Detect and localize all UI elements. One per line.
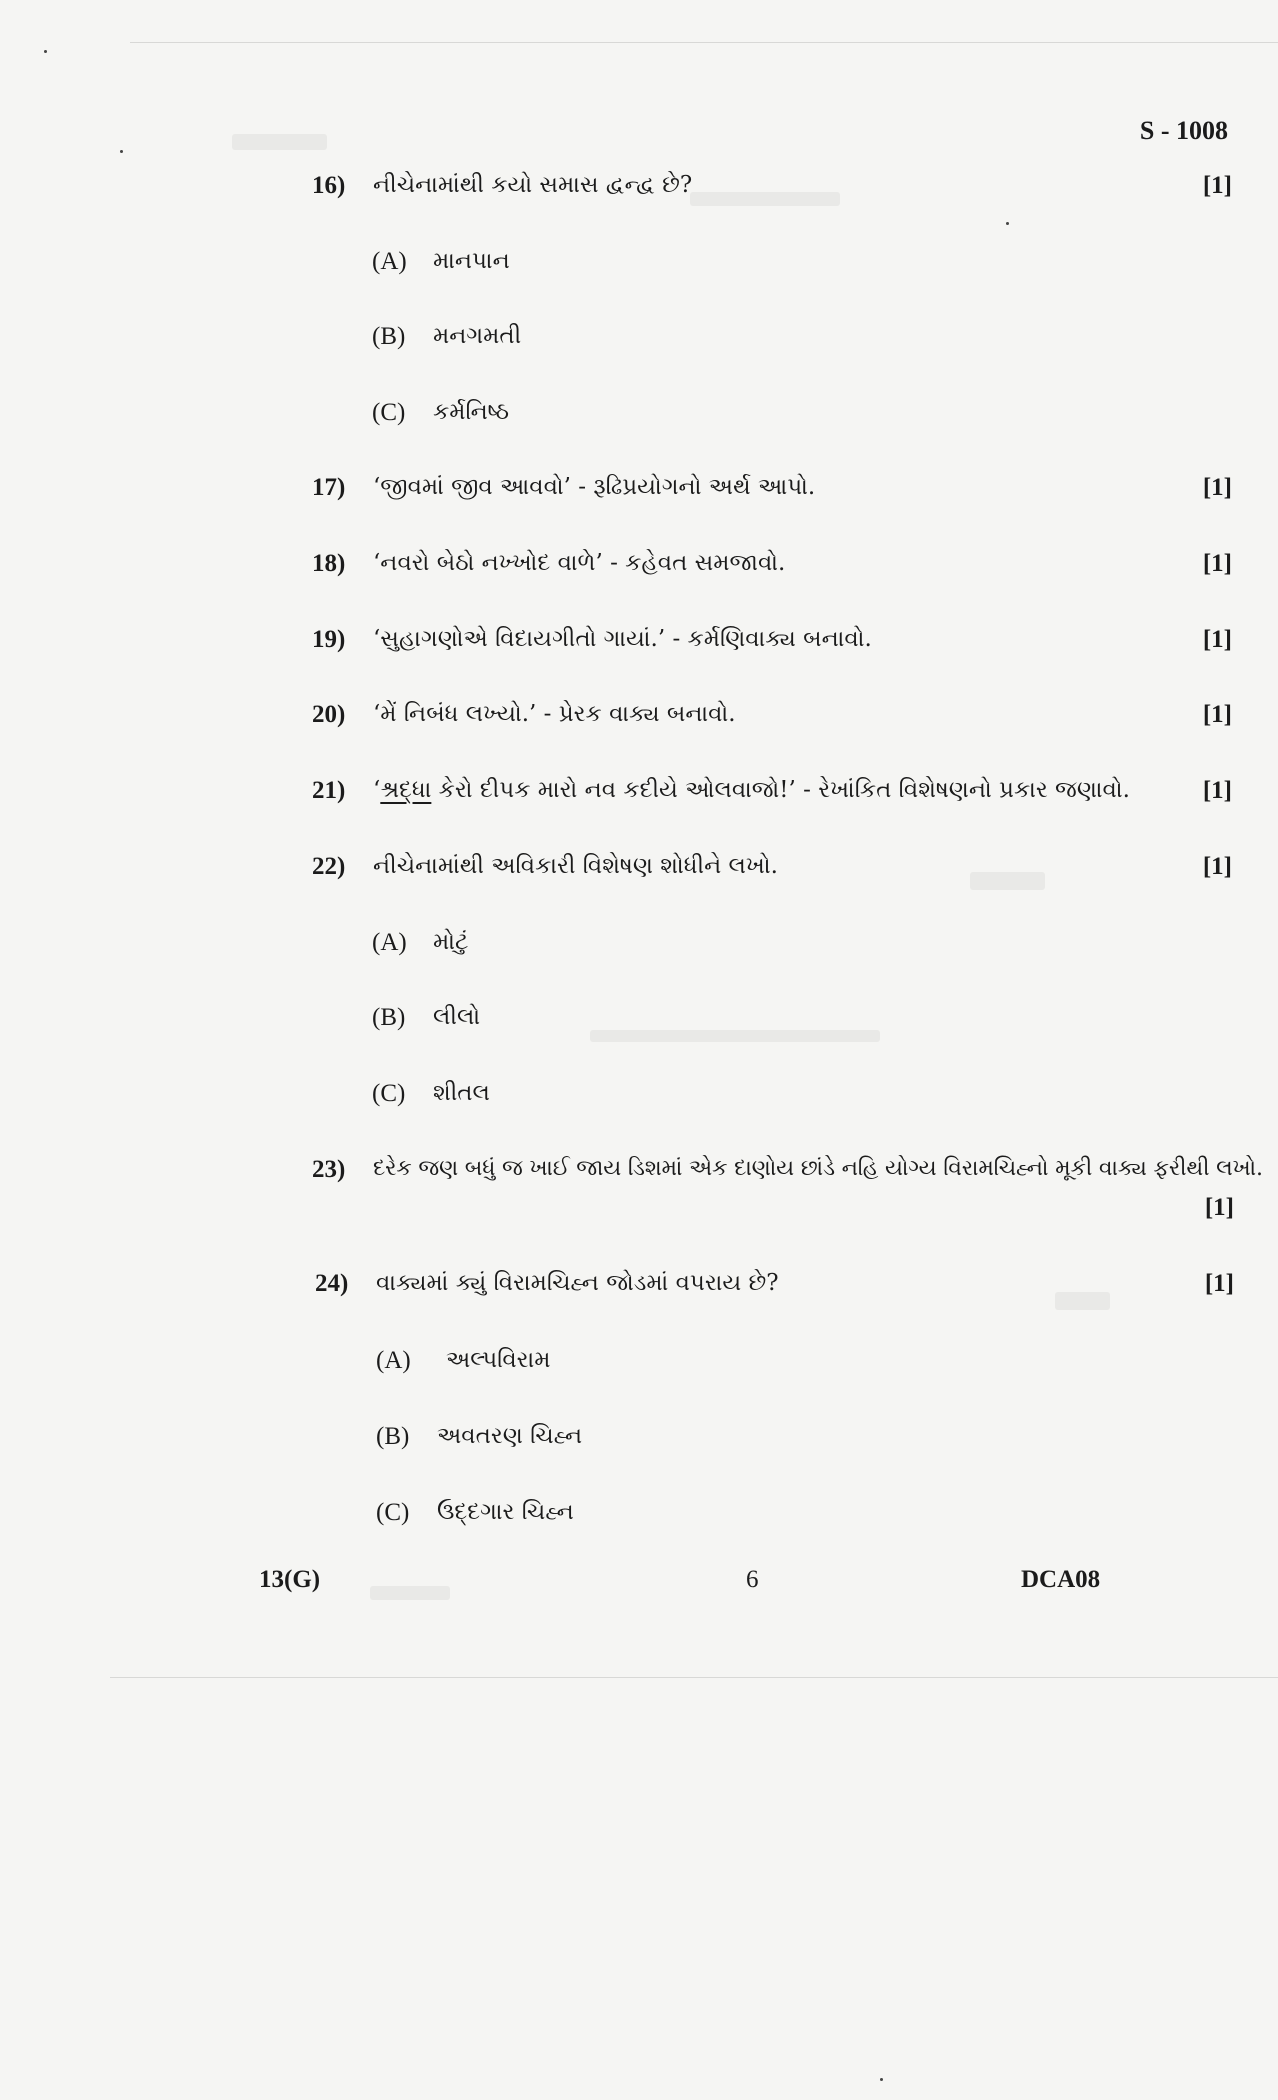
question-marks: [1] [1202,777,1232,804]
option-label: (B) [372,323,406,350]
option-text: અલ્પવિરામ [446,1347,551,1373]
question-text: નીચેનામાંથી અવિકારી વિશેષણ શોધીને લખો. [373,853,778,879]
question-marks: [1] [1204,1270,1234,1297]
question-17 [0,474,1278,514]
option-label: (C) [372,1080,406,1107]
page-number: 6 [746,1566,759,1593]
option-text: અવતરણ ચિહ્ન [437,1423,583,1449]
show-through-mark [370,1586,450,1600]
question-text: દરેક જણ બધું જ ખાઈ જાય ડિશમાં એક દાણોય છાંડે નહિ યોગ્ય વિરામચિહ્નો મૂકી વાક્ય ફરીથી લખો. [373,1156,1263,1181]
paper-code: S - 1008 [1139,116,1228,145]
option-text: મોટું [433,929,469,955]
question-text: ‘સુહાગણોએ વિદાયગીતો ગાયાં.’ - કર્મણિવાક્ય બનાવો. [373,626,872,652]
question-19 [0,626,1278,666]
question-21 [0,777,1278,817]
question-22 [0,853,1278,893]
question-number: 16) [312,172,346,199]
question-23 [0,1156,1278,1236]
question-20 [0,701,1278,741]
option-16a [0,248,1278,288]
question-marks: [1] [1202,626,1232,653]
option-text: શીતલ [433,1080,490,1106]
option-label: (A) [372,248,407,275]
option-24b [0,1423,1278,1463]
question-24 [0,1270,1278,1310]
question-text-open-quote: ‘ [373,777,381,803]
question-marks: [1] [1202,550,1232,577]
question-text: વાક્યમાં ક્યું વિરામચિહ્ન જોડમાં વપરાય છે? [376,1270,779,1296]
question-marks: [1] [1202,853,1232,880]
footer-right-code: DCA08 [1021,1566,1101,1593]
option-22b [0,1004,1278,1044]
question-number: 17) [312,474,346,501]
question-text: ‘જીવમાં જીવ આવવો’ - રૂઢિપ્રયોગનો અર્થ આપો. [373,474,816,500]
option-label: (A) [372,929,407,956]
option-text: મનગમતી [433,323,522,349]
option-16c [0,399,1278,439]
question-number: 24) [315,1270,349,1297]
question-text: નીચેનામાંથી કયો સમાસ દ્વન્દ્વ છે? [373,172,693,198]
option-text: કર્મનિષ્ઠ [433,399,510,425]
question-number: 23) [312,1156,346,1183]
footer-left-code: 13(G) [259,1566,321,1593]
option-22c [0,1080,1278,1120]
option-16b [0,323,1278,363]
option-label: (C) [376,1499,410,1526]
question-16 [0,172,1278,212]
question-marks: [1] [1202,701,1232,728]
show-through-mark [232,134,327,150]
question-18 [0,550,1278,590]
scan-edge-top [130,42,1278,43]
scan-speck [44,50,47,53]
option-24a [0,1347,1278,1387]
question-marks: [1] [1202,474,1232,501]
question-number: 19) [312,626,346,653]
underlined-adjective: શ્રદ્ધા [380,777,432,803]
question-number: 21) [312,777,346,804]
option-label: (A) [376,1347,411,1374]
option-text: માનપાન [433,248,510,274]
scan-edge-bottom [110,1677,1278,1678]
option-label: (B) [372,1004,406,1031]
option-text: ઉદ્દગાર ચિહ્ન [437,1499,574,1525]
question-text: ‘મેં નિબંધ લખ્યો.’ - પ્રેરક વાક્ય બનાવો. [373,701,736,727]
scan-speck [880,2078,883,2081]
option-24c [0,1499,1278,1539]
option-label: (C) [372,399,406,426]
question-number: 20) [312,701,346,728]
question-number: 18) [312,550,346,577]
question-marks: [1] [1202,172,1232,199]
option-text: લીલો [433,1004,481,1030]
question-marks: [1] [1204,1194,1234,1221]
question-number: 22) [312,853,346,880]
option-label: (B) [376,1423,410,1450]
scan-speck [120,150,123,153]
question-text [373,777,1130,803]
question-text: ‘નવરો બેઠો નખ્ખોદ વાળે’ - કહેવત સમજાવો. [373,550,786,576]
scan-speck [1006,222,1009,225]
option-22a [0,929,1278,969]
question-text-rest: કેરો દીપક મારો નવ કદીયે ઓલવાજો!’ - રેખાંકિત વિશેષણનો પ્રકાર જણાવો. [431,777,1130,803]
